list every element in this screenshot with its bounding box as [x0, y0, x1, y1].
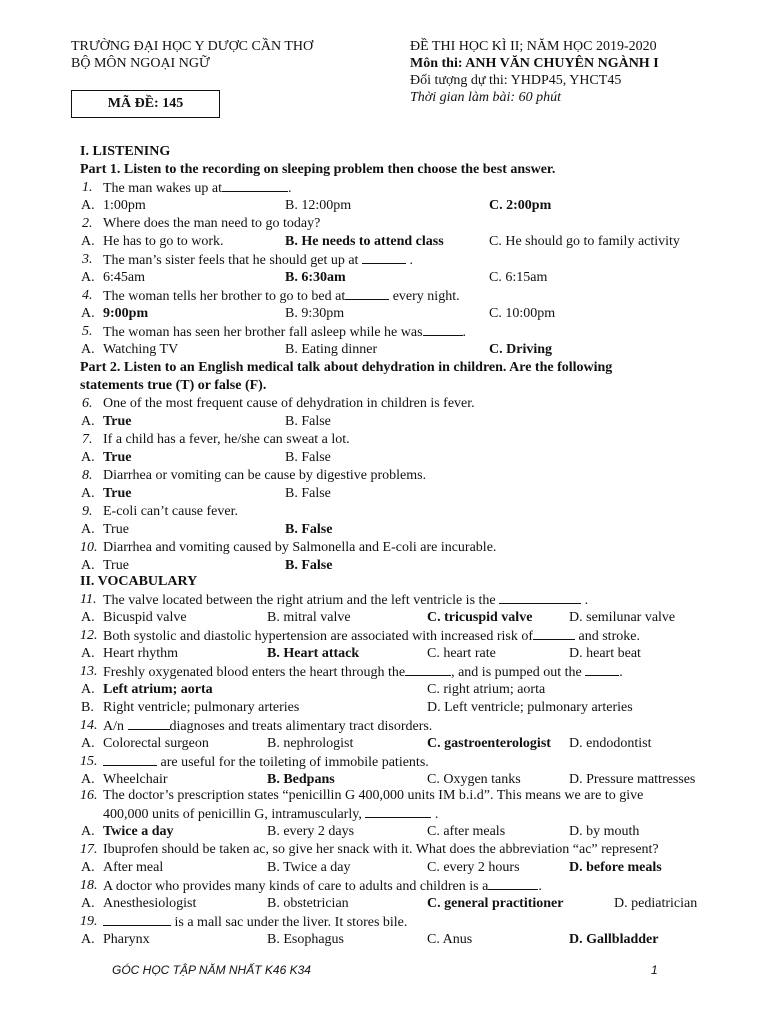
question-16-cont: 400,000 units of penicillin G, intramuscularly, .: [103, 807, 439, 822]
answer-blank: [128, 717, 170, 730]
options-8: A. True B. False: [81, 486, 331, 501]
options-17: A. After meal B. Twice a day C. every 2 hours D. before meals: [81, 860, 662, 875]
section-listening: I. LISTENING: [80, 144, 171, 159]
part2-instruction-cont: statements true (T) or false (F).: [80, 378, 267, 393]
footer-text: GÓC HỌC TẬP NĂM NHẤT K46 K34: [112, 963, 311, 977]
department-name: BỘ MÔN NGOẠI NGỮ: [71, 56, 210, 71]
question-11: 11. The valve located between the right atrium and the left ventricle is the .: [80, 592, 589, 608]
options-15: A. Wheelchair B. Bedpans C. Oxygen tanks D. Pressure mattresses: [81, 772, 696, 787]
answer-blank: [222, 179, 288, 192]
answer-blank: [499, 591, 581, 604]
answer-blank: [362, 251, 406, 264]
question-17: 17. Ibuprofen should be taken ac, so give her snack with it. What does the abbreviation “ac” represent?: [80, 842, 659, 857]
question-13: 13. Freshly oxygenated blood enters the heart through the , and is pumped out the .: [80, 664, 623, 680]
options-3: A. 6:45am B. 6:30am C. 6:15am: [81, 270, 548, 285]
question-18: 18. A doctor who provides many kinds of care to adults and children is a .: [80, 878, 542, 894]
question-16: 16. The doctor’s prescription states “penicillin G 400,000 units IM b.i.d”. This means we are to give: [80, 788, 644, 803]
exam-code-box: [71, 90, 220, 118]
question-8: 8. Diarrhea or vomiting can be cause by digestive problems.: [82, 468, 427, 483]
answer-blank: [405, 663, 451, 676]
answer-blank: [103, 753, 157, 766]
options-2: A. He has to go to work. B. He needs to attend class C. He should go to family activity: [81, 234, 680, 249]
question-3: 3. The man’s sister feels that he should get up at .: [82, 252, 413, 268]
exam-target: Đối tượng dự thi: YHDP45, YHCT45: [410, 73, 622, 88]
question-19: 19. is a mall sac under the liver. It stores bile.: [80, 914, 408, 930]
options-16: A. Twice a day B. every 2 days C. after meals D. by mouth: [81, 824, 640, 839]
options-11: A. Bicuspid valve B. mitral valve C. tricuspid valve D. semilunar valve: [81, 610, 676, 625]
question-10: 10. Diarrhea and vomiting caused by Salmonella and E-coli are incurable.: [80, 540, 497, 555]
question-7: 7. If a child has a fever, he/she can sweat a lot.: [82, 432, 350, 447]
options-6: A. True B. False: [81, 414, 331, 429]
school-name: TRƯỜNG ĐẠI HỌC Y DƯỢC CẦN THƠ: [71, 39, 314, 54]
part1-instruction: Part 1. Listen to the recording on sleeping problem then choose the best answer.: [80, 162, 556, 177]
answer-blank: [533, 627, 575, 640]
answer-blank: [345, 287, 389, 300]
answer-blank: [365, 805, 431, 818]
answer-blank: [423, 323, 463, 336]
options-14: A. Colorectal surgeon B. nephrologist C. gastroenterologist D. endodontist: [81, 736, 652, 751]
question-5: 5. The woman has seen her brother fall asleep while he was .: [82, 324, 467, 340]
question-12: 12. Both systolic and diastolic hypertension are associated with increased risk of and stroke.: [80, 628, 640, 644]
part2-instruction: Part 2. Listen to an English medical talk about dehydration in children. Are the following: [80, 360, 613, 375]
page-number: 1: [651, 963, 658, 977]
question-1: 1. The man wakes up at .: [82, 180, 292, 196]
question-4: 4. The woman tells her brother to go to bed at every night.: [82, 288, 460, 304]
options-4: A. 9:00pm B. 9:30pm C. 10:00pm: [81, 306, 556, 321]
question-6: 6. One of the most frequent cause of dehydration in children is fever.: [82, 396, 475, 411]
options-1: A. 1:00pm B. 12:00pm C. 2:00pm: [81, 198, 552, 213]
exam-time: Thời gian làm bài: 60 phút: [410, 90, 561, 105]
exam-code: MÃ ĐỀ: 145: [107, 96, 184, 111]
options-13b: B. Right ventricle; pulmonary arteries D. Left ventricle; pulmonary arteries: [81, 700, 633, 715]
options-18: A. Anesthesiologist B. obstetrician C. general practitioner D. pediatrician: [81, 896, 698, 911]
question-2: 2. Where does the man need to go today?: [82, 216, 321, 231]
question-9: 9. E-coli can’t cause fever.: [82, 504, 239, 519]
options-12: A. Heart rhythm B. Heart attack C. heart rate D. heart beat: [81, 646, 641, 661]
section-vocabulary: II. VOCABULARY: [80, 574, 198, 589]
options-13a: A. Left atrium; aorta C. right atrium; aorta: [81, 682, 546, 697]
question-15: 15. are useful for the toileting of immobile patients.: [80, 754, 429, 770]
options-19: A. Pharynx B. Esophagus C. Anus D. Gallbladder: [81, 932, 659, 947]
options-9: A. True B. False: [81, 522, 333, 537]
exam-subject: Môn thi: ANH VĂN CHUYÊN NGÀNH I: [410, 56, 659, 71]
options-10: A. True B. False: [81, 558, 333, 573]
answer-blank: [585, 663, 619, 676]
answer-blank: [103, 913, 171, 926]
exam-title: ĐỀ THI HỌC KÌ II; NĂM HỌC 2019-2020: [410, 39, 657, 54]
options-7: A. True B. False: [81, 450, 331, 465]
answer-blank: [488, 877, 538, 890]
options-5: A. Watching TV B. Eating dinner C. Driving: [81, 342, 553, 357]
question-14: 14. A/n diagnoses and treats alimentary tract disorders.: [80, 718, 433, 734]
